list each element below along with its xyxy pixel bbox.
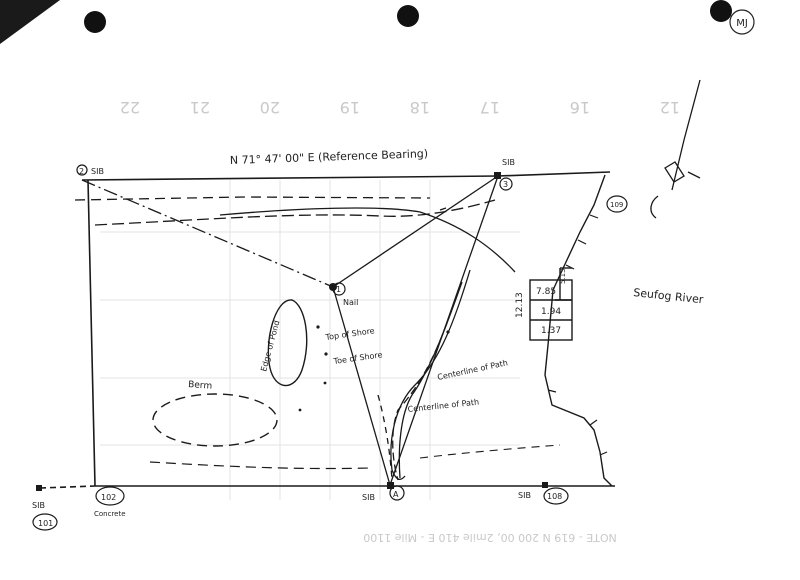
centerline-label-2: Centerline of Path	[407, 397, 480, 414]
centerline-label-1: Centerline of Path	[436, 358, 509, 382]
point-a-label: SIB	[362, 493, 375, 502]
point-108-marker	[542, 482, 548, 488]
point-108-label: SIB	[518, 491, 531, 500]
bleed-number: 17	[479, 98, 500, 117]
bleed-number: 20	[259, 98, 280, 117]
dimension-top: 7.85	[536, 287, 557, 297]
dimension-bottom: 1.37	[541, 326, 562, 336]
nail-point-id: 1	[336, 285, 342, 294]
point-2-label: SIB	[91, 167, 104, 176]
river-label: Seufog River	[632, 286, 704, 307]
bleed-through-numbers	[120, 98, 680, 117]
point-3-label: SIB	[502, 158, 515, 167]
nail-point-label: Nail	[343, 298, 359, 307]
point-3-marker	[494, 172, 501, 179]
point-101-id: 101	[38, 519, 54, 528]
berm-outline	[153, 394, 277, 446]
point-102-note: Concrete	[94, 510, 126, 518]
corner-mark: MJ	[736, 18, 748, 29]
bleed-note: NOTE - 619 N 200 00, 2mile 410 E - Mile 1100	[363, 531, 617, 544]
point-109-id: 109	[610, 201, 624, 209]
dimension-small: 5.13	[559, 268, 567, 284]
point-2-id: 2	[79, 167, 85, 176]
dimension-middle: 1.94	[541, 307, 562, 317]
point-3-id: 3	[503, 180, 509, 189]
punch-hole-middle	[397, 5, 419, 27]
point-a-id: A	[393, 490, 399, 499]
punch-hole-right	[710, 0, 732, 22]
point-101-label: SIB	[32, 501, 45, 510]
berm-label: Berm	[187, 380, 213, 392]
bleed-number: 16	[569, 98, 590, 117]
punch-hole-left	[84, 11, 106, 33]
top-of-shore-label: Top of Shore	[325, 326, 376, 342]
bearing-label: N 71° 47' 00" E (Reference Bearing)	[229, 147, 429, 167]
point-108-id: 108	[547, 492, 563, 501]
bleed-number: 19	[339, 98, 360, 117]
point-102-id: 102	[101, 493, 117, 502]
dimension-side: 12.13	[515, 292, 525, 318]
lower-dashed-line-right	[420, 445, 560, 458]
toe-of-shore-label: Toe of Shore	[333, 350, 384, 366]
bleed-number: 18	[409, 98, 430, 117]
bleed-number: 12	[659, 98, 680, 117]
bleed-number: 21	[189, 98, 210, 117]
point-101-marker	[36, 485, 42, 491]
bleed-number: 22	[119, 98, 140, 117]
property-boundary	[40, 172, 615, 488]
edge-of-pond-label: Edge of Pond	[259, 319, 282, 373]
page-corner-tab	[0, 0, 60, 44]
bearing-lines	[82, 176, 498, 485]
lower-dashed-line	[150, 462, 370, 469]
